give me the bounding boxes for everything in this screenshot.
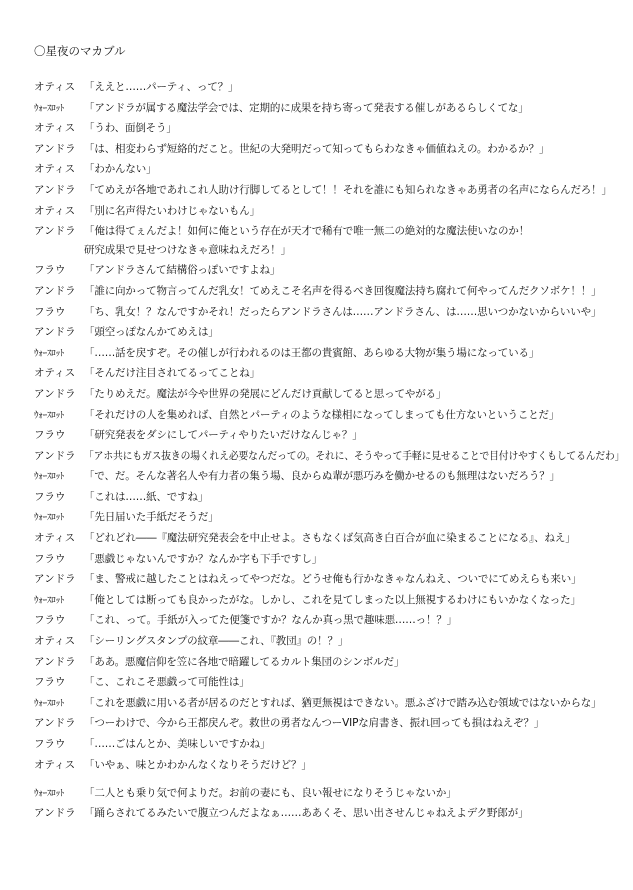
speech-text: 「うわ、面倒そう」 <box>84 122 177 135</box>
dialogue-line <box>34 366 624 380</box>
speech-text: 「……話を戻すぞ。その催しが行われるのは王都の貴賓館、あらゆる大物が集う場になっている」 <box>84 346 540 359</box>
speech-text: 「こ、これこそ悪戯って可能性は」 <box>84 676 250 689</box>
speech-text: 「踊らされてるみたいで腹立つんだよなぁ……ああくそ、思い出させんじゃねえよデク野郎が」 <box>84 807 529 820</box>
dialogue-line <box>34 490 624 504</box>
dialogue-line <box>34 806 624 820</box>
dialogue-line <box>34 613 624 627</box>
dialogue-line <box>34 531 624 545</box>
dialogue-line <box>34 469 624 483</box>
speech-text: 「二人とも乗り気で何よりだ。お前の妻にも、良い報せになりそうじゃないか」 <box>84 786 457 799</box>
speech-text: 「は、相変わらず短絡的だこと。世紀の大発明だって知ってもらわなきゃ価値ねえの。わかるか？」 <box>84 142 550 155</box>
speaker-name: ｳｫｰｽﾛｯﾄ <box>34 697 65 709</box>
dialogue-line <box>34 655 624 669</box>
dialogue-line <box>34 387 624 401</box>
speaker-name: アンドラ <box>34 717 76 730</box>
dialogue-line <box>34 634 624 648</box>
speech-text: 「……ごはんとか、美味しいですかね」 <box>84 738 271 750</box>
speaker-name: アンドラ <box>34 387 76 400</box>
dialogue-line <box>34 346 624 360</box>
speaker-name: フラウ <box>34 264 66 277</box>
dialogue-line <box>34 428 624 442</box>
dialogue-line <box>34 786 624 800</box>
dialogue-line <box>34 716 624 730</box>
speech-text: 「これを悪戯に用いる者が居るのだとすれば、猶更無視はできない。悪ふざけで踏み込む領域ではないからな」 <box>84 696 602 709</box>
speech-text: 「たりめえだ。魔法が今や世界の発展にどんだけ貢献してると思ってやがる」 <box>84 387 447 400</box>
speech-text: 「アホ共にもガス抜きの場くれえ必要なんだっての。それに、そうやって手軽に見せることで目付けやすくもしてるんだわ」 <box>84 449 625 462</box>
speech-text: 「いやぁ、味とかわかんなくなりそうだけど？」 <box>84 758 312 771</box>
speaker-name: ｳｫｰｽﾛｯﾄ <box>34 347 65 359</box>
dialogue-line <box>34 552 624 566</box>
speaker-name: オティス <box>34 758 76 771</box>
speaker-name: ｳｫｰｽﾛｯﾄ <box>34 102 65 114</box>
speech-text: 「てめえが各地であれこれ人助け行脚してるとして！！それを誰にも知られなきゃあ勇者の名声にならんだろ！」 <box>84 183 612 196</box>
speech-text: 「で、だ。そんな著名人や有力者の集う場、良からぬ輩が悪巧みを働かせるのも無理はないだろう？」 <box>84 470 560 483</box>
speech-text: 「アンドラが属する魔法学会では、定期的に成果を持ち寄って発表する催しがあるらしくてな」 <box>84 101 529 114</box>
speaker-name: オティス <box>34 532 76 545</box>
speech-text: 「先日届いた手紙だそうだ」 <box>84 511 219 524</box>
speaker-name: オティス <box>34 367 76 380</box>
speech-text: 「シーリングスタンプの紋章――これ、『教団』の！？」 <box>84 635 349 648</box>
dialogue-line <box>34 593 624 607</box>
speech-text: 「誰に向かって物言ってんだ乳女！てめえこそ名声を得るべき回復魔法持ち腐れて何やってんだクソボケ！！」 <box>84 284 602 297</box>
speech-text: 「俺としては断っても良かったがな。しかし、これを見てしまった以上無視するわけにもいかなくなった」 <box>84 593 581 606</box>
dialogue-line <box>34 408 624 422</box>
dialogue-line <box>34 737 624 751</box>
speaker-name: フラウ <box>34 305 66 318</box>
speaker-name: ｳｫｰｽﾛｯﾄ <box>34 512 65 524</box>
speaker-name: ｳｫｰｽﾛｯﾄ <box>34 409 65 421</box>
speaker-name: フラウ <box>34 429 66 442</box>
speech-text: 「わかんない」 <box>84 163 157 176</box>
speaker-name: アンドラ <box>34 326 76 339</box>
dialogue-line <box>34 284 624 298</box>
document-title: 〇星夜のマカブル <box>34 44 126 58</box>
speech-text: 「つーわけで、今から王都戻んぞ。救世の勇者なんつーVIPな肩書き、振れ回っても損はねえぞ？」 <box>84 717 545 730</box>
dialogue-line <box>34 449 624 463</box>
dialogue-line <box>34 101 624 115</box>
speaker-name: アンドラ <box>34 284 76 297</box>
speaker-name: オティス <box>34 122 76 135</box>
speaker-name: フラウ <box>34 676 66 689</box>
speech-text: 「これ、って。手紙が入ってた便箋ですか？なんか真っ黒で趣味悪……っ！？」 <box>84 614 458 627</box>
dialogue-line <box>34 572 624 586</box>
speaker-name: オティス <box>34 163 76 176</box>
dialogue-line <box>34 696 624 710</box>
dialogue-line <box>34 162 624 176</box>
speech-text: 「ええと……パーティ、って？」 <box>84 81 239 93</box>
dialogue-line <box>34 325 624 339</box>
dialogue-line <box>34 263 624 277</box>
speaker-name: ｳｫｰｽﾛｯﾄ <box>34 471 65 483</box>
speech-text: 「ああ。悪魔信仰を笠に各地で暗躍してるカルト集団のシンボルだ」 <box>84 655 405 668</box>
dialogue-list <box>34 80 624 827</box>
speaker-name: オティス <box>34 204 76 217</box>
speech-text: 「これは……紙、ですね」 <box>84 490 209 503</box>
speaker-name: アンドラ <box>34 807 76 820</box>
speaker-name: アンドラ <box>34 655 76 668</box>
dialogue-line <box>34 224 624 238</box>
speaker-name: オティス <box>34 81 76 93</box>
speech-text: 「ま、警戒に越したことはねえってやつだな。どうせ俺も行かなきゃなんねえ、ついでにてめえらも来い」 <box>84 573 582 586</box>
dialogue-line <box>34 510 624 524</box>
speaker-name: アンドラ <box>34 142 76 155</box>
speaker-name: アンドラ <box>34 225 76 238</box>
speaker-name: フラウ <box>34 738 66 750</box>
speaker-name: ｳｫｰｽﾛｯﾄ <box>34 594 65 606</box>
speaker-name: フラウ <box>34 552 66 565</box>
speech-text: 「別に名声得たいわけじゃないもん」 <box>84 204 260 217</box>
dialogue-line <box>34 183 624 197</box>
speech-text: 「そんだけ注目されてるってことね」 <box>84 367 260 380</box>
speaker-name: ｳｫｰｽﾛｯﾄ <box>34 787 65 799</box>
speech-text: 「研究発表をダシにしてパーティやりたいだけなんじゃ？」 <box>84 429 363 442</box>
dialogue-line <box>34 80 624 94</box>
dialogue-line <box>34 204 624 218</box>
speech-text: 「悪戯じゃないんですか？なんか字も下手ですし」 <box>84 552 323 565</box>
speech-text: 「どれどれ――『魔法研究発表会を中止せよ。さもなくば気高き白百合が血に染まることになる』、ねえ」 <box>84 532 576 545</box>
dialogue-line <box>34 305 624 319</box>
dialogue-line <box>34 758 624 772</box>
speech-text: 研究成果で見せつけなきゃ意味ねえだろ！」 <box>84 243 291 256</box>
dialogue-line <box>34 243 624 257</box>
speaker-name: アンドラ <box>34 573 76 586</box>
speaker-name: アンドラ <box>34 183 76 196</box>
speech-text: 「それだけの人を集めれば、自然とパーティのような様相になってしまっても仕方ないということだ」 <box>84 408 560 421</box>
speech-text: 「俺は得てぇんだよ！如何に俺という存在が天才で稀有で唯一無二の絶対的な魔法使いなのか！ <box>84 225 530 238</box>
dialogue-line <box>34 675 624 689</box>
speaker-name: フラウ <box>34 490 66 503</box>
speaker-name: オティス <box>34 635 76 648</box>
dialogue-line <box>34 142 624 156</box>
speaker-name: アンドラ <box>34 449 76 462</box>
speech-text: 「ち、乳女！？なんですかそれ！だったらアンドラさんは……アンドラさん、は……思いつかないからいいや」 <box>84 305 602 318</box>
speech-text: 「頭空っぽなんかてめえは」 <box>84 326 219 339</box>
dialogue-line <box>34 121 624 135</box>
speech-text: 「アンドラさんて結構俗っぽいですよね」 <box>84 264 281 277</box>
speaker-name: フラウ <box>34 614 66 627</box>
